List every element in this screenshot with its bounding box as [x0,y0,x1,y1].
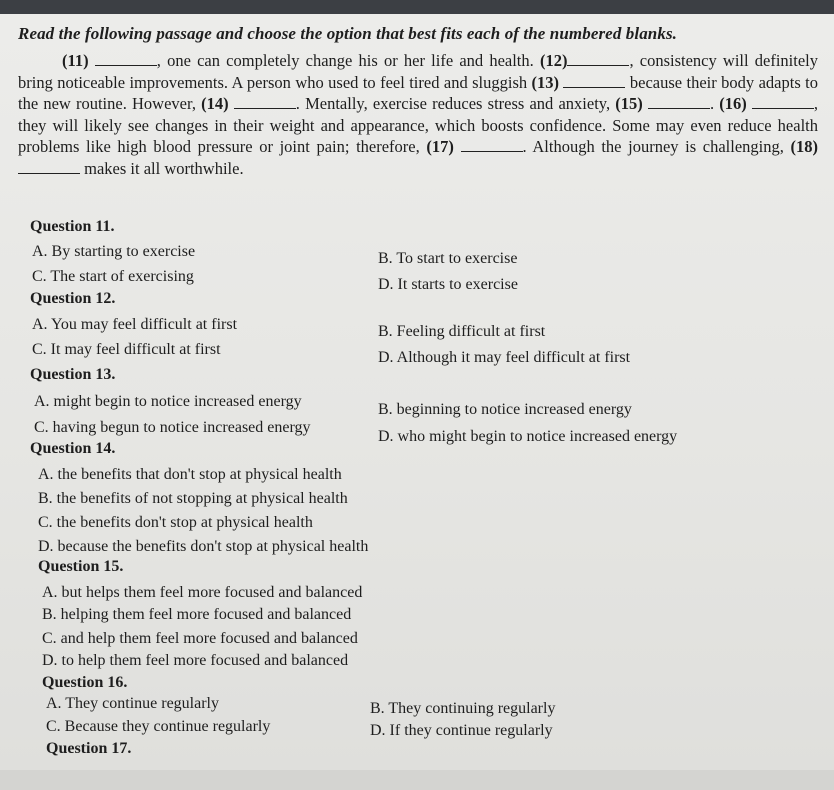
q14-option-c[interactable]: C. the benefits don't stop at physical health [38,514,313,531]
question-16-label: Question 16. [42,674,128,691]
q11-option-b[interactable]: B. To start to exercise [378,250,518,267]
passage-text-8: makes it all worthwhile. [80,158,244,178]
q12-option-d[interactable]: D. Although it may feel difficult at first [378,349,631,366]
passage-text-3: because their body adapts to the new routine. However, [18,72,818,113]
q16-option-a[interactable]: A. They continue regularly [46,695,219,712]
passage-text-7: . Although the journey is challenging, [522,137,791,156]
instruction-title: Read the following passage and choose the option that best fits each of the numbered blanks. [18,24,678,43]
passage-text-2: , consistency will definitely bring noticeable improvements. A person who used to feel tired and sluggish [18,51,818,92]
q14-option-b[interactable]: B. the benefits of not stopping at physical health [38,490,348,507]
q14-option-a[interactable]: A. the benefits that don't stop at physical health [38,466,342,483]
passage [18,50,818,179]
blank-16 [752,95,814,109]
q15-option-d[interactable]: D. to help them feel more focused and balanced [42,652,349,669]
blank-12 [567,52,629,66]
question-17-label: Question 17. [46,740,132,757]
q13-option-c[interactable]: C. having begun to notice increased energy [34,419,311,436]
question-14-label: Question 14. [30,440,116,457]
question-11-label: Question 11. [30,218,115,235]
blank-number-11: (11) [62,51,89,70]
q11-option-a[interactable]: A. By starting to exercise [32,243,196,260]
blank-number-18: (18) [790,137,819,156]
q13-option-a[interactable]: A. might begin to notice increased energy [34,393,302,410]
q15-option-b[interactable]: B. helping them feel more focused and balanced [42,606,352,623]
question-15-label: Question 15. [38,558,124,575]
q16-option-c[interactable]: C. Because they continue regularly [46,718,271,735]
q13-option-d[interactable]: D. who might begin to notice increased energy [378,428,678,445]
blank-number-12: (12) [539,51,568,70]
blank-number-14: (14) [201,94,229,113]
passage-text-5: . [709,94,720,113]
q15-option-c[interactable]: C. and help them feel more focused and balanced [42,630,358,647]
blank-number-15: (15) [615,94,643,113]
bottom-band [0,770,834,790]
passage-text-6: , they will likely see changes in their weight and appearance, which boosts confidence. Some may even reduce health problems like high blood pressure or joint pain; therefore, [18,94,819,156]
q12-option-b[interactable]: B. Feeling difficult at first [378,323,546,340]
q15-option-a[interactable]: A. but helps them feel more focused and balanced [42,584,363,601]
question-12-label: Question 12. [30,290,116,307]
q11-option-c[interactable]: C. The start of exercising [32,268,194,285]
q14-option-d[interactable]: D. because the benefits don't stop at physical health [38,538,369,555]
blank-14 [234,95,296,109]
q11-option-d[interactable]: D. It starts to exercise [378,276,518,293]
blank-13 [563,74,625,88]
blank-number-13: (13) [531,72,560,92]
q16-option-d[interactable]: D. If they continue regularly [370,722,553,739]
question-13-label: Question 13. [30,366,116,383]
passage-text-4: . Mentally, exercise reduces stress and anxiety, [295,94,616,113]
passage-text-1: , one can completely change his or her life and health. [156,51,540,70]
blank-11 [95,52,157,66]
q12-option-c[interactable]: C. It may feel difficult at first [32,341,221,358]
q13-option-b[interactable]: B. beginning to notice increased energy [378,401,632,418]
blank-15 [648,95,710,109]
blank-18 [18,160,80,174]
blank-number-16: (16) [719,94,747,113]
blank-17 [461,138,523,152]
q12-option-a[interactable]: A. You may feel difficult at first [32,316,238,333]
q16-option-b[interactable]: B. They continuing regularly [370,700,556,717]
blank-number-17: (17) [426,137,454,156]
